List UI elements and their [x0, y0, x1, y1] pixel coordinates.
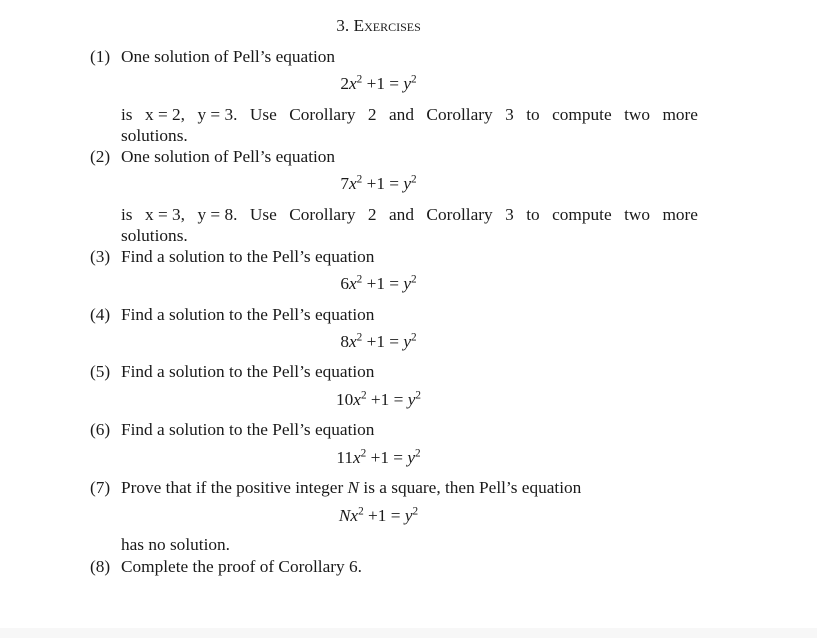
- pell-equation: $2x^2 +1 = y^2$: [340, 73, 417, 93]
- pell-equation: $10x^2 +1 = y^2$: [336, 389, 421, 409]
- exercise-text-continued: is x = 3, y = 8. Use Corollary 2 and Corollary 3 to compute two more: [121, 205, 698, 224]
- pell-equation: $6x^2 +1 = y^2$: [340, 273, 417, 293]
- section-number: 3.: [336, 16, 350, 35]
- exercise-text-continued: is x = 2, y = 3. Use Corollary 2 and Corollary 3 to compute two more: [121, 105, 698, 124]
- exercise-text-end: solutions.: [121, 226, 188, 245]
- section-title: Exercises: [353, 16, 421, 35]
- exercise-text: Find a solution to the Pell’s equation: [121, 247, 375, 266]
- exercise-text: Find a solution to the Pell’s equation: [121, 362, 375, 381]
- exercise-text-end: solutions.: [121, 126, 188, 145]
- exercise-number: (1): [90, 47, 111, 66]
- exercise-text-end: has no solution.: [121, 535, 230, 554]
- section-heading: [0, 16, 757, 36]
- exercise-text: One solution of Pell’s equation: [121, 147, 336, 166]
- pell-equation: $11x^2 +1 = y^2$: [336, 447, 421, 467]
- exercise-number: (6): [90, 420, 111, 439]
- exercise-number: (3): [90, 247, 111, 266]
- pell-equation: $7x^2 +1 = y^2$: [340, 173, 417, 193]
- exercise-text: Prove that if the positive integer N is a square, then Pell’s equation: [121, 478, 582, 497]
- page-bottom-edge: [0, 628, 817, 638]
- exercise-text: One solution of Pell’s equation: [121, 47, 336, 66]
- exercise-number: (2): [90, 147, 111, 166]
- exercise-text: Complete the proof of Corollary 6.: [121, 557, 362, 576]
- exercise-number: (4): [90, 305, 111, 324]
- pell-equation: $8x^2 +1 = y^2$: [340, 331, 417, 351]
- exercise-text: Find a solution to the Pell’s equation: [121, 305, 375, 324]
- exercise-number: (7): [90, 478, 111, 497]
- exercise-number: (8): [90, 557, 111, 576]
- exercise-number: (5): [90, 362, 111, 381]
- pell-equation: $Nx^2 +1 = y^2$: [338, 505, 419, 525]
- exercise-text: Find a solution to the Pell’s equation: [121, 420, 375, 439]
